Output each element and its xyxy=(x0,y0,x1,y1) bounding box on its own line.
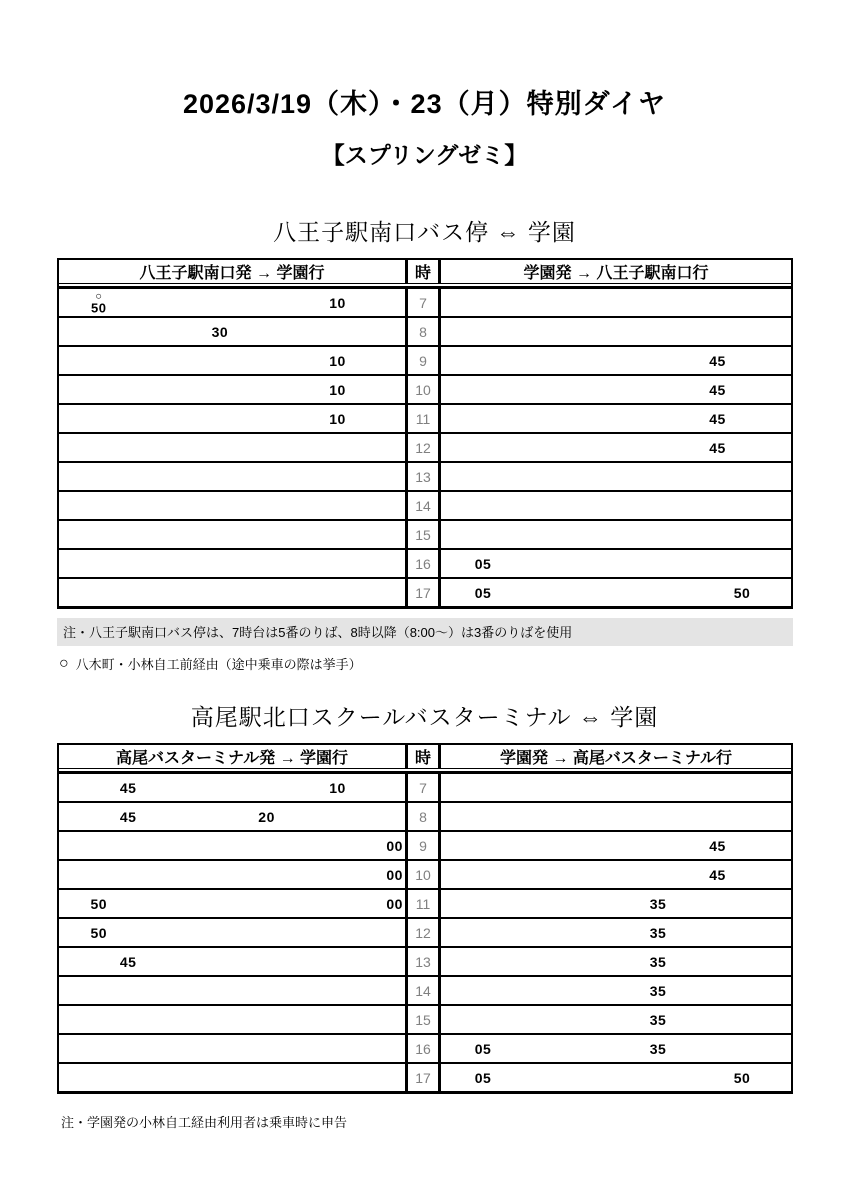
hour-cell: 11 xyxy=(405,890,441,917)
hour-cell: 13 xyxy=(405,463,441,490)
outbound-cell xyxy=(59,1006,405,1033)
minute-value: 20 xyxy=(258,808,275,825)
timetable-row xyxy=(59,832,791,861)
minute-value: 45 xyxy=(119,779,137,796)
timetable-row xyxy=(59,405,791,434)
minute-value: 35 xyxy=(649,1040,667,1057)
minute-value: 05 xyxy=(474,555,492,572)
minute-value: 35 xyxy=(649,924,667,941)
minute-value: 50 xyxy=(90,895,108,912)
return-cell xyxy=(441,434,791,461)
return-cell xyxy=(441,405,791,432)
minute-value: 45 xyxy=(709,410,726,427)
outbound-cell xyxy=(59,405,405,432)
return-cell xyxy=(441,492,791,519)
timetable-row xyxy=(59,948,791,977)
return-cell xyxy=(441,1064,791,1091)
hour-cell: 10 xyxy=(405,376,441,403)
return-cell xyxy=(441,861,791,888)
return-cell xyxy=(441,832,791,859)
minute-value: 45 xyxy=(709,866,726,883)
minute-value: 50 xyxy=(90,924,108,941)
outbound-cell xyxy=(59,579,405,606)
minute-value: 35 xyxy=(649,953,667,970)
timetable-row xyxy=(59,774,791,803)
hour-cell: 17 xyxy=(405,1064,441,1091)
return-cell xyxy=(441,463,791,490)
hour-cell: 9 xyxy=(405,347,441,374)
note-via xyxy=(59,654,849,673)
via-circle-icon: ○ xyxy=(59,654,69,672)
hour-cell: 17 xyxy=(405,579,441,606)
hour-cell: 7 xyxy=(405,289,441,316)
timetable-row xyxy=(59,890,791,919)
return-cell xyxy=(441,977,791,1004)
via-circle-icon: ○ xyxy=(95,290,103,302)
minute-value: 50 xyxy=(733,1069,751,1086)
minute-value: 45 xyxy=(709,381,726,398)
minute-value: 45 xyxy=(709,837,726,854)
return-cell xyxy=(441,550,791,577)
hour-cell: 7 xyxy=(405,774,441,801)
minute-value: 00 xyxy=(386,895,403,912)
timetable-row xyxy=(59,861,791,890)
timetable-takao xyxy=(57,743,793,1094)
timetable-row xyxy=(59,579,791,606)
col-header-hour: 時 xyxy=(405,745,441,768)
hour-cell: 12 xyxy=(405,434,441,461)
minute-value: 10 xyxy=(329,294,346,311)
timetable-row xyxy=(59,318,791,347)
hour-cell: 9 xyxy=(405,832,441,859)
timetable-row xyxy=(59,1006,791,1035)
outbound-cell xyxy=(59,434,405,461)
outbound-cell xyxy=(59,861,405,888)
hour-cell: 13 xyxy=(405,948,441,975)
timetable-row xyxy=(59,919,791,948)
note-declare: 注・学園発の小林自工経由利用者は乗車時に申告 xyxy=(61,1115,348,1130)
outbound-cell xyxy=(59,318,405,345)
timetable-row xyxy=(59,289,791,318)
minute-value: 35 xyxy=(649,1011,667,1028)
minute-value: 45 xyxy=(709,439,726,456)
hour-cell: 14 xyxy=(405,977,441,1004)
return-cell xyxy=(441,1035,791,1062)
hour-cell: 16 xyxy=(405,550,441,577)
hour-cell: 10 xyxy=(405,861,441,888)
page-subtitle: 【スプリングゼミ】 xyxy=(321,142,528,168)
timetable-header xyxy=(59,745,791,769)
minute-value: 10 xyxy=(329,779,346,796)
outbound-cell xyxy=(59,919,405,946)
hour-cell: 8 xyxy=(405,318,441,345)
return-cell xyxy=(441,289,791,316)
section-title-takao: 高尾駅北口スクールバスターミナル ⇔ 学園 xyxy=(190,704,659,730)
hour-cell: 12 xyxy=(405,919,441,946)
col-header-return: 学園発 → 八王子駅南口行 xyxy=(523,265,709,282)
return-cell xyxy=(441,376,791,403)
outbound-cell xyxy=(59,492,405,519)
outbound-cell xyxy=(59,376,405,403)
return-cell xyxy=(441,318,791,345)
timetable-body xyxy=(59,286,791,606)
outbound-cell xyxy=(59,803,405,830)
minute-value: 10 xyxy=(329,410,346,427)
outbound-cell xyxy=(59,832,405,859)
minute-value: 50 xyxy=(733,584,751,601)
page-title: 2026/3/19（木）・23（月）特別ダイヤ xyxy=(182,89,667,119)
col-header-return: 学園発 → 高尾バスターミナル行 xyxy=(499,750,733,767)
timetable-row xyxy=(59,376,791,405)
outbound-cell xyxy=(59,1035,405,1062)
col-header-outbound: 高尾バスターミナル発 → 学園行 xyxy=(115,750,349,767)
timetable-hachioji xyxy=(57,258,793,609)
return-cell xyxy=(441,347,791,374)
return-cell xyxy=(441,579,791,606)
minute-value: 00 xyxy=(386,866,403,883)
timetable-row xyxy=(59,492,791,521)
minute-value: 05 xyxy=(474,1069,492,1086)
note-platform: 注・八王子駅南口バス停は、7時台は5番のりば、8時以降（8:00～）は3番のりばを使用 xyxy=(57,618,793,646)
timetable-row xyxy=(59,803,791,832)
col-header-hour: 時 xyxy=(405,260,441,283)
outbound-cell xyxy=(59,977,405,1004)
timetable-body xyxy=(59,771,791,1091)
hour-cell: 16 xyxy=(405,1035,441,1062)
timetable-row xyxy=(59,463,791,492)
minute-value: 05 xyxy=(474,584,492,601)
outbound-cell xyxy=(59,1064,405,1091)
outbound-cell xyxy=(59,347,405,374)
outbound-cell xyxy=(59,774,405,801)
hour-cell: 8 xyxy=(405,803,441,830)
return-cell xyxy=(441,521,791,548)
return-cell xyxy=(441,803,791,830)
minute-value: 30 xyxy=(211,323,229,340)
outbound-cell xyxy=(59,289,405,316)
hour-cell: 15 xyxy=(405,1006,441,1033)
timetable-row xyxy=(59,550,791,579)
return-cell xyxy=(441,1006,791,1033)
return-cell xyxy=(441,890,791,917)
minute-value: 10 xyxy=(329,381,346,398)
outbound-cell xyxy=(59,890,405,917)
outbound-cell xyxy=(59,948,405,975)
outbound-cell xyxy=(59,550,405,577)
timetable-header xyxy=(59,260,791,284)
col-header-outbound: 八王子駅南口発 → 学園行 xyxy=(139,265,325,282)
minute-value: 05 xyxy=(474,1040,492,1057)
timetable-row xyxy=(59,977,791,1006)
outbound-cell xyxy=(59,463,405,490)
minute-value: 35 xyxy=(649,895,667,912)
minute-value: 45 xyxy=(709,352,726,369)
hour-cell: 14 xyxy=(405,492,441,519)
minute-value: 45 xyxy=(119,953,137,970)
return-cell xyxy=(441,919,791,946)
return-cell xyxy=(441,774,791,801)
minute-value: 45 xyxy=(119,808,137,825)
timetable-row xyxy=(59,434,791,463)
hour-cell: 15 xyxy=(405,521,441,548)
outbound-cell xyxy=(59,521,405,548)
minute-value: 10 xyxy=(329,352,346,369)
note-via-text: 八木町・小林自工前経由（途中乗車の際は挙手） xyxy=(75,657,362,672)
minute-value-text: 50 xyxy=(91,300,107,315)
section-title-hachioji: 八王子駅南口バス停 ⇔ 学園 xyxy=(273,219,576,245)
minute-value xyxy=(91,291,106,314)
return-cell xyxy=(441,948,791,975)
hour-cell: 11 xyxy=(405,405,441,432)
timetable-row xyxy=(59,1064,791,1091)
timetable-row xyxy=(59,1035,791,1064)
minute-value: 00 xyxy=(386,837,403,854)
minute-value: 35 xyxy=(649,982,667,999)
timetable-row xyxy=(59,347,791,376)
timetable-row xyxy=(59,521,791,550)
